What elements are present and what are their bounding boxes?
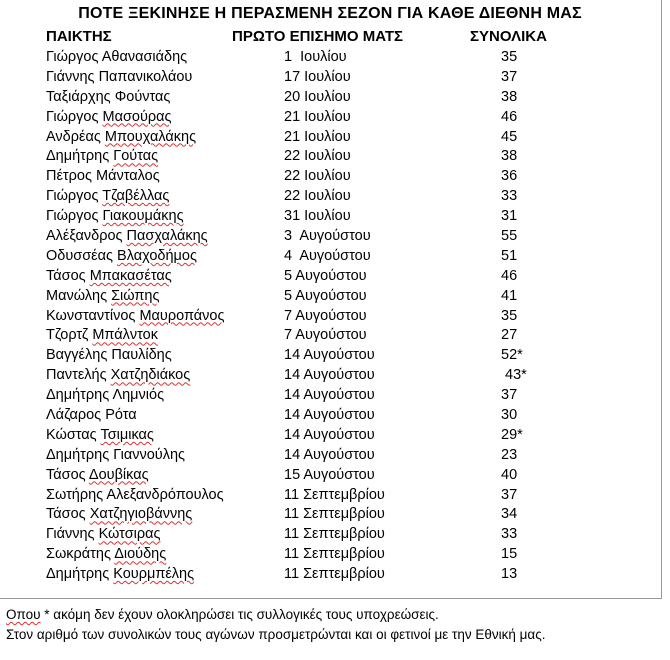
player-name [46,69,192,85]
total-caps: 35 [501,49,518,65]
total-caps: 38 [501,148,518,165]
player-last-name: Γιακουμάκης [102,208,184,225]
player-first-name: Πέτρος [46,168,92,185]
first-match-date: 5 Αυγούστου [284,267,367,284]
player-name [46,188,169,204]
first-match-date: 11 Σεπτεμβρίου [284,486,385,503]
player-name [46,288,159,304]
table-row [0,128,660,148]
player-name [46,367,190,383]
table-row [0,307,660,327]
total-caps: 45 [501,128,518,145]
table-row [0,247,660,267]
player-first-name: Κωνσταντίνος [46,307,136,324]
player-last-name: Αλεξανδρόπουλος [106,486,224,503]
table-row [0,267,660,287]
total-caps: 46 [501,108,518,125]
total-caps: 52* [501,347,523,364]
player-first-name: Γιάννης [46,526,95,543]
player-first-name: Παντελής [46,367,107,384]
player-first-name: Ταξιάρχης [46,88,111,105]
table-row [0,486,660,506]
player-name [46,526,161,542]
player-name [46,129,196,145]
player-last-name: Μασούρας [102,108,172,125]
total-caps: 34 [501,506,518,523]
player-first-name: Γιώργος [46,108,99,125]
player-name [46,208,184,224]
first-match-date: 11 Σεπτεμβρίου [284,506,385,523]
player-last-name: Μάνταλος [96,168,160,185]
player-last-name: Διούδης [114,546,167,563]
player-last-name: Μπουχαλάκης [104,128,197,145]
table-row [0,406,660,426]
document-title: ΠΟΤΕ ΞΕΚΙΝΗΣΕ Η ΠΕΡΑΣΜΕΝΗ ΣΕΖΟΝ ΓΙΑ ΚΑΘΕ ΔΙΕΘΝΗ ΜΑΣ [78,5,582,22]
player-last-name: Ρότα [105,407,137,424]
player-last-name: Μπάλντοκ [92,327,158,344]
first-match-date: 11 Σεπτεμβρίου [284,526,385,543]
player-last-name: Λημνιός [112,387,165,404]
first-match-date: 14 Αυγούστου [284,426,375,443]
table-row [0,227,660,247]
first-match-date: 11 Σεπτεμβρίου [284,546,385,563]
first-match-date: 17 Ιουλίου [284,68,351,85]
player-first-name: Λάζαρος [46,407,102,424]
total-caps: 37 [501,68,518,85]
player-first-name: Δημήτρης [46,446,110,463]
player-last-name: Πασχαλάκης [126,228,208,245]
player-first-name: Κώστας [46,426,97,443]
player-name [46,109,172,125]
footnote-line-1 [6,605,545,625]
player-name [46,308,224,324]
total-caps: 13 [501,566,518,583]
total-caps: 46 [501,267,518,284]
first-match-date: 7 Αυγούστου [284,307,367,324]
table-row [0,505,660,525]
player-last-name: Γιαννούλης [113,446,185,463]
player-name [46,427,154,443]
player-name [46,447,185,463]
player-first-name: Σωκράτης [46,546,111,563]
player-first-name: Γιώργος [46,49,99,65]
first-match-date: 31 Ιουλίου [284,208,351,225]
player-last-name: Κουρμπέλης [113,566,195,583]
table-row [0,466,660,486]
table-row [0,88,660,108]
total-caps: 15 [501,546,518,563]
first-match-date: 14 Αυγούστου [284,446,375,463]
first-match-date: 4 Αυγούστου [284,247,371,264]
player-first-name: Δημήτρης [46,566,110,583]
player-first-name: Αλέξανδρος [46,228,123,245]
player-last-name: Γούτας [113,148,159,165]
table-row [0,326,660,346]
player-first-name: Τάσος [46,506,86,523]
first-match-date: 5 Αυγούστου [284,287,367,304]
table-row [0,346,660,366]
first-match-date: 22 Ιουλίου [284,148,351,165]
player-name [46,487,224,503]
header-first-match: ΠΡΩΤΟ ΕΠΙΣΗΜΟ ΜΑΤΣ [232,28,404,45]
first-match-date: 22 Ιουλίου [284,168,351,185]
total-caps: 43* [501,367,527,384]
player-name [46,148,158,164]
player-last-name: Σιώπης [111,287,160,304]
total-caps: 31 [501,208,518,225]
table-row [0,207,660,227]
player-name [46,347,172,363]
player-last-name: Τσιμικας [100,426,154,443]
player-name [46,228,208,244]
player-name [46,387,164,403]
first-match-date: 14 Αυγούστου [284,387,375,404]
total-caps: 38 [501,88,518,105]
player-name [46,49,187,65]
first-match-date: 21 Ιουλίου [284,108,351,125]
player-first-name: Γιώργος [46,208,99,225]
total-caps: 40 [501,466,518,483]
table-row [0,187,660,207]
total-caps: 35 [501,307,518,324]
player-last-name: Χατζηδιάκος [110,367,191,384]
table-row [0,108,660,128]
player-last-name: Χατζηγιοβάννης [89,506,193,523]
first-match-date: 20 Ιουλίου [284,88,351,105]
player-first-name: Δημήτρης [46,148,110,165]
header-total: ΣΥΝΟΛΙΚΑ [470,28,547,45]
player-first-name: Τάσος [46,267,86,284]
player-first-name: Οδυσσέας [46,247,114,264]
total-caps: 23 [501,446,518,463]
player-last-name: Κώτσιρας [98,526,161,543]
players-table [0,48,660,585]
player-name [46,407,137,423]
player-name [46,506,192,522]
footnote-line-1-text: * ακόμη δεν έχουν ολοκληρώσει τις συλλογικές τους υποχρεώσεις. [40,607,439,622]
table-row [0,287,660,307]
first-match-date: 11 Σεπτεμβρίου [284,566,385,583]
player-first-name: Γιώργος [46,188,99,205]
player-name [46,268,172,284]
table-row [0,545,660,565]
player-first-name: Τζορτζ [46,327,89,344]
table-row [0,386,660,406]
first-match-date: 22 Ιουλίου [284,188,351,205]
player-name [46,89,170,105]
player-last-name: Τζαβέλλας [102,188,170,205]
player-first-name: Τάσος [46,466,86,483]
total-caps: 37 [501,486,518,503]
first-match-date: 3 Αυγούστου [284,228,371,245]
header-player: ΠΑΙΚΤΗΣ [46,28,112,45]
table-row [0,366,660,386]
table-row [0,446,660,466]
first-match-date: 14 Αυγούστου [284,407,375,424]
footnote-first-word: Οπου [6,607,41,622]
player-name [46,566,194,582]
first-match-date: 15 Αυγούστου [284,466,375,483]
total-caps: 33 [501,526,518,543]
player-last-name: Παπανικολάου [98,68,193,85]
total-caps: 37 [501,387,518,404]
player-first-name: Σωτήρης [46,486,104,503]
first-match-date: 7 Αυγούστου [284,327,367,344]
table-row [0,525,660,545]
player-first-name: Ανδρέας [46,128,101,145]
total-caps: 36 [501,168,518,185]
total-caps: 30 [501,407,518,424]
table-row [0,167,660,187]
player-name [46,467,149,483]
frame-right-border [661,0,662,598]
total-caps: 33 [501,188,518,205]
player-last-name: Αθανασιάδης [101,49,188,65]
total-caps: 27 [501,327,518,344]
player-last-name: Μπακασέτας [89,267,172,284]
player-first-name: Βαγγέλης [46,347,108,364]
first-match-date: 21 Ιουλίου [284,128,351,145]
player-name [46,546,166,562]
total-caps: 55 [501,228,518,245]
first-match-date: 1 Ιουλίου [284,49,347,65]
frame-bottom-border [0,598,662,599]
player-name [46,327,158,343]
player-first-name: Γιάννης [46,68,95,85]
total-caps: 41 [501,287,518,304]
table-row [0,565,660,585]
first-match-date: 14 Αυγούστου [284,347,375,364]
table-row [0,426,660,446]
player-name [46,168,160,184]
table-row [0,147,660,167]
table-row [0,48,660,68]
player-first-name: Μανώλης [46,287,108,304]
footnote-line-2: Στον αριθμό των συνολικών τους αγώνων προσμετρώνται και οι φετινοί με την Εθνική μας. [6,627,546,642]
first-match-date: 14 Αυγούστου [284,367,375,384]
player-first-name: Δημήτρης [46,387,110,404]
table-row [0,68,660,88]
player-last-name: Φούντας [114,88,171,105]
total-caps: 29* [501,426,523,443]
player-name [46,248,197,264]
player-last-name: Παυλίδης [111,347,172,364]
total-caps: 51 [501,247,518,264]
player-last-name: Βλαχοδήμος [117,247,197,264]
player-last-name: Δουβίκας [88,466,149,483]
player-last-name: Μαυροπάνος [139,307,225,324]
footnotes [6,605,545,645]
